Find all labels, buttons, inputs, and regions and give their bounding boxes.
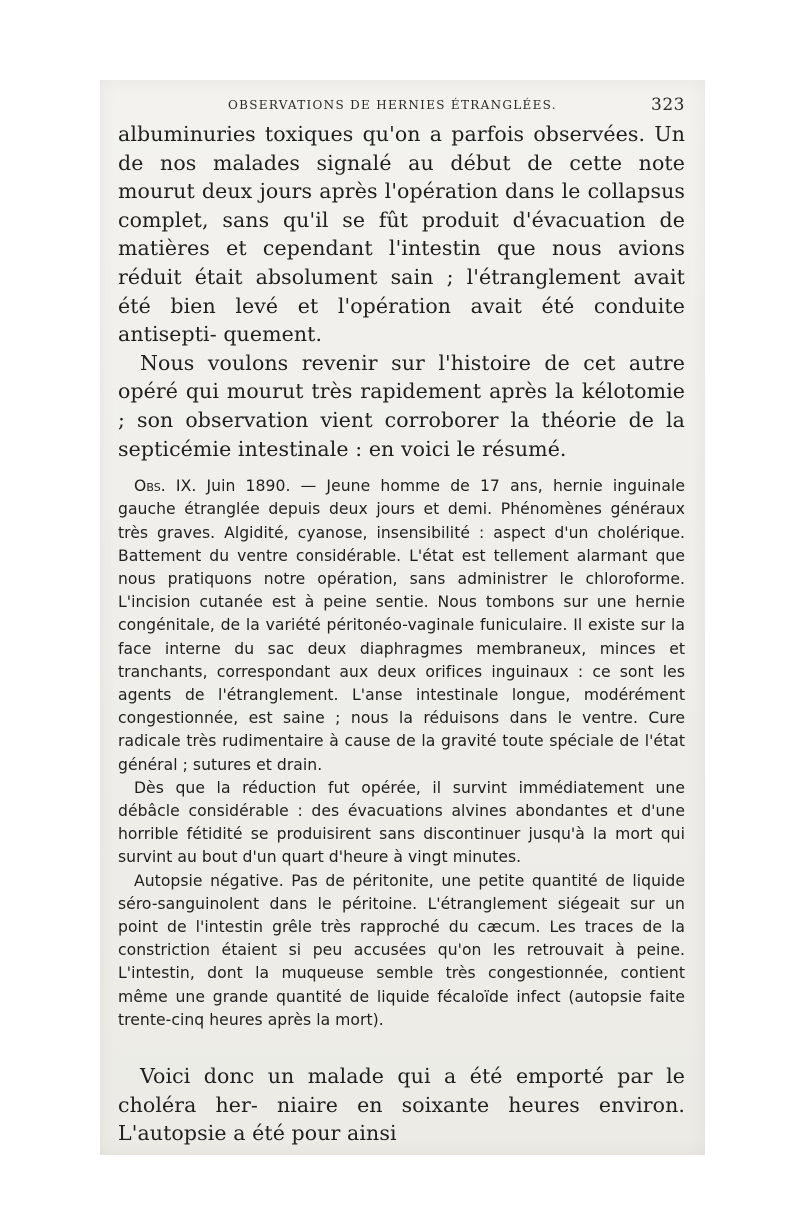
paragraph-continuation: albuminuries toxiques qu'on a parfois observées. Un de nos malades signalé au début de cette note mourut deux jours après l'opération dans le collapsus complet, sans qu'il se fût produit d'évacuation de matières et cependant l'intestin que nous avions réduit était absolument sain ; l'étranglement avait été bien levé et l'opération avait été conduite antisepti- quement. bbox=[118, 122, 685, 347]
observation-paragraph bbox=[118, 475, 685, 777]
page-content bbox=[118, 90, 685, 1148]
book-page bbox=[100, 80, 705, 1155]
spacer bbox=[118, 463, 685, 475]
observation-label: Obs. IX. bbox=[134, 477, 197, 496]
running-title: OBSERVATIONS DE HERNIES ÉTRANGLÉES. bbox=[228, 98, 557, 112]
paragraph-intro-observation: Nous voulons revenir sur l'histoire de cet autre opéré qui mourut très rapidement après la kélotomie ; son observation vient corroborer la théorie de la septicémie intestinale : en voici le résumé. bbox=[118, 350, 685, 461]
spacer bbox=[118, 1032, 685, 1062]
observation-text: Juin 1890. — Jeune homme de 17 ans, hernie inguinale gauche étranglée depuis deux jours et demi. Phénomènes généraux très graves. Algidité, cyanose, insensibilité : aspect d'un cholérique. Battement du ventre considérable. L'état est tellement alarmant que nous pratiquons notre opération, sans administrer le chloroforme. L'incision cutanée est à peine sentie. Nous tombons sur une hernie congénitale, de la variété péritonéo-vaginale funiculaire. Il existe sur la face interne du sac deux diaphragmes membraneux, minces et tranchants, correspondant aux deux orifices inguinaux : ce sont les agents de l'étranglement. L'anse intestinale longue, modérément congestionnée, est saine ; nous la réduisons dans le ventre. Cure radicale très rudimentaire à cause de la gravité toute spéciale de l'état général ; sutures et drain. bbox=[118, 477, 685, 774]
observation-paragraph-3: Autopsie négative. Pas de péritonite, une petite quantité de liquide séro-sanguinolent dans le péritoine. L'étranglement siégeait sur un point de l'intestin grêle très rapproché du cæcum. Les traces de la constriction étaient si peu accusées qu'on les retrouvait à peine. L'intestin, dont la muqueuse semble très congestionnée, contient même une grande quantité de liquide fécaloïde infect (autopsie faite trente-cinq heures après la mort). bbox=[118, 871, 685, 1029]
page-number: 323 bbox=[651, 95, 685, 115]
page-header bbox=[118, 90, 685, 120]
observation-paragraph-2: Dès que la réduction fut opérée, il survint immédiatement une débâcle considérable : des évacuations alvines abondantes et d'une horrible fétidité se produisirent sans discontinuer jusqu'à la mort qui survint au bout d'un quart d'heure à vingt minutes. bbox=[118, 778, 685, 867]
paragraph-closing: Voici donc un malade qui a été emporté par le choléra her- niaire en soixante heures environ. L'autopsie a été pour ainsi bbox=[118, 1064, 685, 1146]
